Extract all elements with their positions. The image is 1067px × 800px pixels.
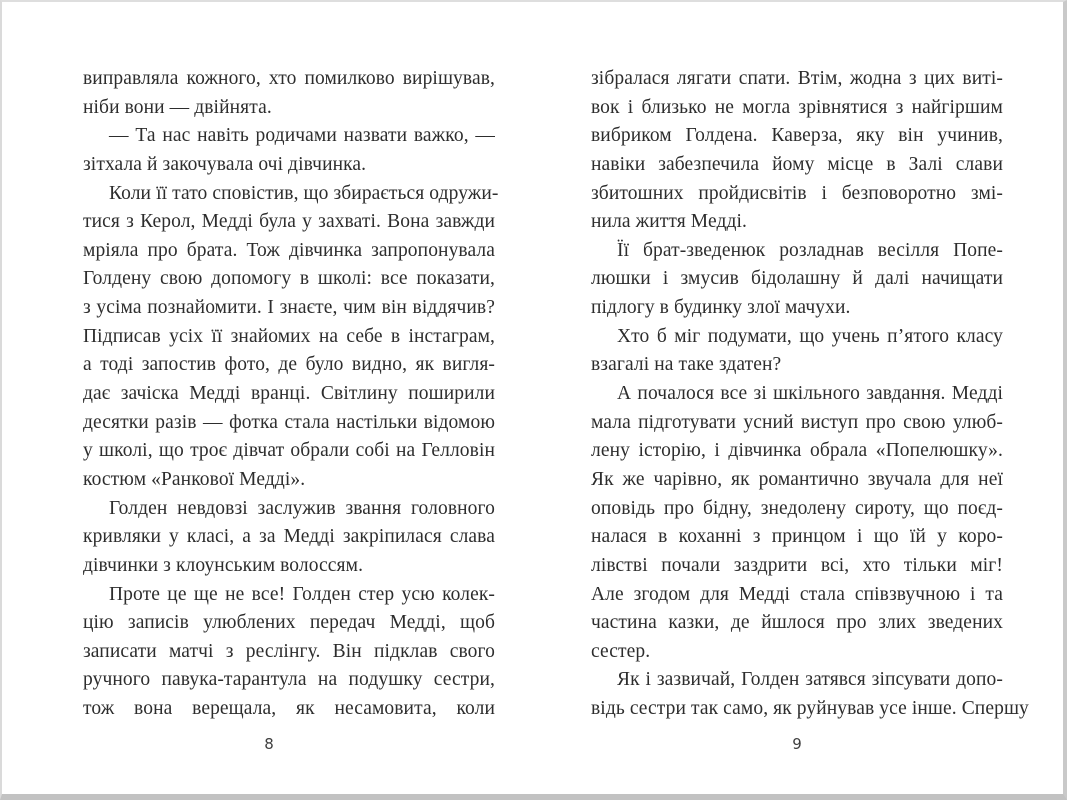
text-line: кривляки у класі, а за Медді закріпилася слава [83, 526, 495, 548]
text-line: Хто б міг подумати, що учень п’ятого класу [617, 325, 1003, 347]
text-line: налася в коханні з принцом і що їй у коро- [591, 526, 1003, 548]
text-line: цію записів улюблених передач Медді, щоб [83, 612, 495, 634]
text-line: відь сестри так само, як руйнував усе інше. Спершу [591, 698, 1029, 720]
text-line: ніби вони — двійнята. [83, 96, 272, 118]
text-line: оповідь про бідну, знедолену сироту, що поєд- [591, 497, 1003, 519]
text-line: Її брат-зведенюк розладнав весілля Попе- [617, 239, 1003, 261]
text-line: Як і зазвичай, Голден затявся зіпсувати допо- [617, 669, 1003, 691]
text-line: Як же чарівно, як романтично звучала для неї [591, 468, 1003, 490]
text-line: а тоді запостив фото, де було видно, як вигля- [83, 354, 495, 376]
page-number-right: 9 [792, 735, 802, 753]
text-line: записати матчі з реслінгу. Він підклав свого [83, 640, 495, 662]
text-line: у школі, що троє дівчат обрали собі на Гелловін [83, 440, 495, 462]
text-line: костюм «Ранкової Медді». [83, 468, 306, 490]
text-line: дівчинки з клоунським волоссям. [83, 554, 364, 576]
text-line: взагалі на таке здатен? [591, 354, 782, 376]
text-line: Проте це ще не все! Голден стер усю колек- [109, 583, 495, 605]
text-line: з усіма познайомити. І знаєте, чим він віддячив? [83, 297, 495, 319]
text-line: підлогу в будинку злої мачухи. [591, 297, 851, 319]
text-line: тож вона верещала, як несамовита, коли [83, 698, 495, 720]
text-line: мріяла про брата. Тож дівчинка запропонувала [83, 239, 495, 261]
text-line: Але згодом для Медді стала співзвучною і та [591, 583, 1003, 605]
text-line: Голдену свою допомогу в школі: все показати, [83, 268, 495, 290]
text-line: Голден невдовзі заслужив звання головного [109, 497, 495, 519]
text-line: ручного павука-тарантула на подушку сестри, [83, 669, 495, 691]
text-line: лівстві почали заздрити всі, хто тільки міг! [591, 554, 1003, 576]
text-line: Коли її тато сповістив, що збирається одружи- [109, 182, 499, 204]
text-line: виправляла кожного, хто помилково вирішував, [83, 68, 495, 89]
text-line: навіки забезпечила йому місце в Залі слави [591, 153, 1003, 175]
page-left [83, 65, 499, 724]
text-line: вибриком Голдена. Каверза, яку він учинив, [591, 125, 1003, 147]
text-line: люшки і змусив бідолашну й далі начищати [591, 268, 1003, 290]
text-line: дає зачіска Медді вранці. Світлину поширили [83, 383, 495, 405]
text-line: збитошних пройдисвітів і безповоротно змі- [591, 182, 1003, 204]
text-line: вок і близько не могла зрівнятися з найгіршим [591, 96, 1003, 118]
text-line: Підписав усіх її знайомих на себе в інстаграм, [83, 325, 495, 347]
page-number-left: 8 [264, 735, 274, 753]
text-line: мала підготувати усний виступ про свою улюб- [591, 411, 1003, 433]
text-line: частина казки, де йшлося про злих зведених [591, 612, 1003, 634]
text-line: зібралася лягати спати. Втім, жодна з цих виті- [591, 68, 1003, 89]
text-line: зітхала й закочувала очі дівчинка. [83, 153, 367, 175]
text-line: сестер. [591, 640, 651, 662]
text-line: десятки разів — фотка стала настільки відомою [83, 411, 495, 433]
text-line: нила життя Медді. [591, 211, 747, 233]
text-line: — Та нас навіть родичами назвати важко, — [109, 125, 495, 147]
text-line: тися з Керол, Медді була у захваті. Вона завжди [83, 211, 495, 233]
text-line: А почалося все зі шкільного завдання. Медді [617, 383, 1003, 405]
page-right [591, 65, 1029, 724]
text-line: лену історію, і дівчинка обрала «Попелюшку». [591, 440, 1003, 462]
